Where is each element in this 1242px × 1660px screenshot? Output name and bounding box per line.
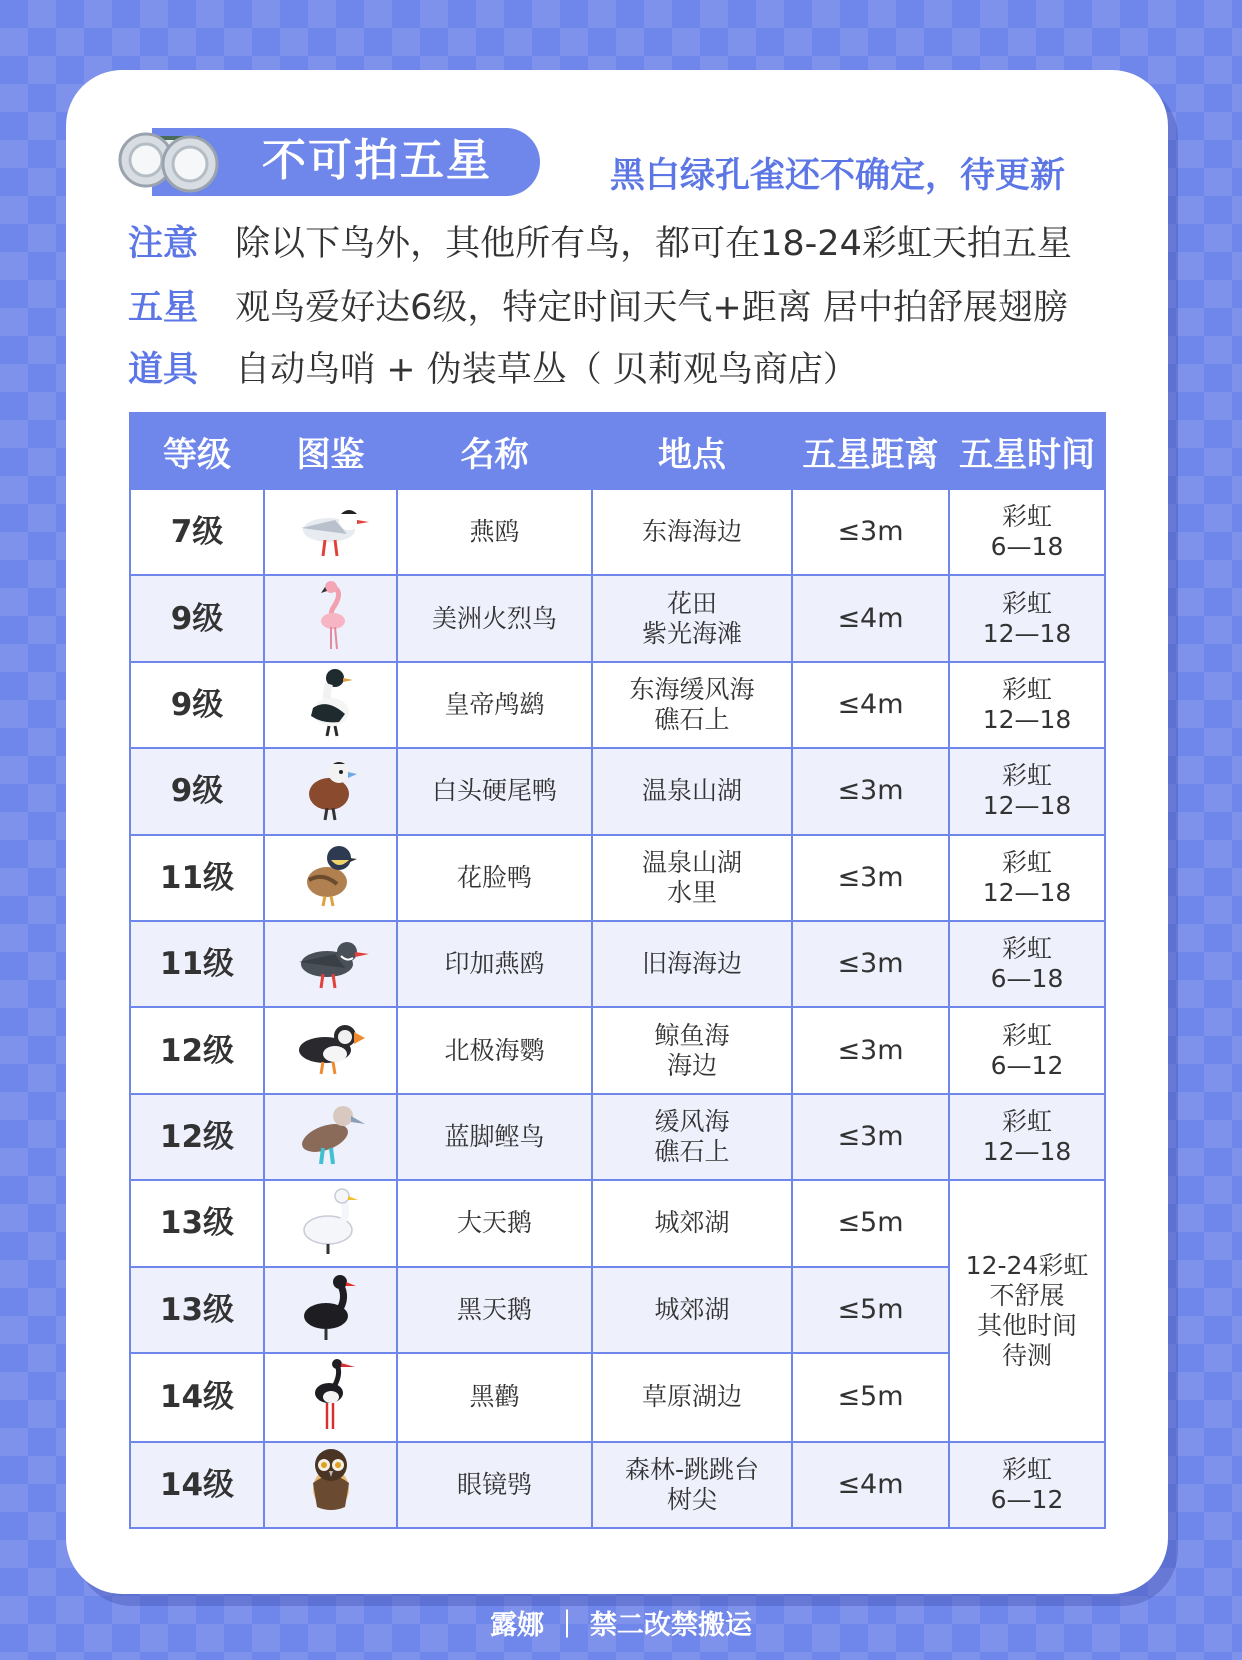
info-label: 道具 xyxy=(128,350,199,390)
location-cell: 旧海海边 xyxy=(592,921,792,1007)
binoculars-icon xyxy=(118,126,228,196)
footer-credit: 露娜 ｜ 禁二改禁搬运 xyxy=(490,1610,752,1641)
table-row xyxy=(130,921,1105,1007)
info-label: 五星 xyxy=(128,288,199,328)
time-cell: 彩虹 12—18 xyxy=(949,748,1105,834)
level-cell: 9级 xyxy=(130,748,264,834)
distance-cell: ≤3m xyxy=(792,1094,949,1180)
blue-footed-booby-icon xyxy=(291,1096,371,1172)
location-cell: 温泉山湖 xyxy=(592,748,792,834)
time-cell: 彩虹 12—18 xyxy=(949,1094,1105,1180)
level-cell: 11级 xyxy=(130,921,264,1007)
level-cell: 12级 xyxy=(130,1094,264,1180)
baikal-teal-icon xyxy=(299,836,363,912)
bird-name-cell: 皇帝鸬鹚 xyxy=(397,662,592,748)
table-row xyxy=(130,489,1105,575)
bird-name-cell: 白头硬尾鸭 xyxy=(397,748,592,834)
info-row-tools xyxy=(128,347,858,393)
bird-name-cell: 花脸鸭 xyxy=(397,835,592,921)
header-name: 名称 xyxy=(397,413,592,489)
time-cell: 彩虹 6—18 xyxy=(949,921,1105,1007)
table-row xyxy=(130,748,1105,834)
location-cell: 鲸鱼海 海边 xyxy=(592,1007,792,1093)
page-title: 不可拍五星 xyxy=(262,135,492,186)
location-cell: 草原湖边 xyxy=(592,1353,792,1441)
info-row-note xyxy=(128,221,1072,267)
table-row xyxy=(130,575,1105,661)
bird-image-cell xyxy=(264,1442,397,1529)
bird-name-cell: 黑鹳 xyxy=(397,1353,592,1441)
bird-image-cell xyxy=(264,1353,397,1441)
distance-cell: ≤4m xyxy=(792,575,949,661)
table-row xyxy=(130,1094,1105,1180)
header-level: 等级 xyxy=(130,413,264,489)
bird-name-cell: 燕鸥 xyxy=(397,489,592,575)
black-stork-icon xyxy=(301,1355,361,1433)
bird-image-cell xyxy=(264,662,397,748)
time-cell: 彩虹 12—18 xyxy=(949,835,1105,921)
level-cell: 13级 xyxy=(130,1180,264,1266)
distance-cell: ≤5m xyxy=(792,1267,949,1353)
header-distance: 五星距离 xyxy=(792,413,949,489)
bird-image-cell xyxy=(264,1007,397,1093)
info-text: 除以下鸟外，其他所有鸟，都可在18-24彩虹天拍五星 xyxy=(235,224,1072,264)
distance-cell: ≤3m xyxy=(792,489,949,575)
level-cell: 14级 xyxy=(130,1442,264,1529)
table-row xyxy=(130,835,1105,921)
spectacled-owl-icon xyxy=(299,1443,363,1519)
white-swan-icon xyxy=(296,1182,366,1258)
location-cell: 东海缓风海 礁石上 xyxy=(592,662,792,748)
bird-image-cell xyxy=(264,575,397,661)
distance-cell: ≤5m xyxy=(792,1180,949,1266)
time-cell: 彩虹 12—18 xyxy=(949,575,1105,661)
info-row-five-star xyxy=(128,285,1068,331)
bird-image-cell xyxy=(264,921,397,1007)
location-cell: 温泉山湖 水里 xyxy=(592,835,792,921)
header-location: 地点 xyxy=(592,413,792,489)
table-row xyxy=(130,1180,1105,1266)
time-cell: 彩虹 12—18 xyxy=(949,662,1105,748)
distance-cell: ≤4m xyxy=(792,1442,949,1529)
level-cell: 11级 xyxy=(130,835,264,921)
table-header-row xyxy=(130,413,1105,489)
bird-image-cell xyxy=(264,1094,397,1180)
level-cell: 14级 xyxy=(130,1353,264,1441)
distance-cell: ≤3m xyxy=(792,748,949,834)
info-label: 注意 xyxy=(128,224,199,264)
inca-tern-icon xyxy=(291,926,371,996)
bird-image-cell xyxy=(264,1267,397,1353)
table-row xyxy=(130,1007,1105,1093)
bird-image-cell xyxy=(264,748,397,834)
bird-name-cell: 蓝脚鲣鸟 xyxy=(397,1094,592,1180)
bird-image-cell xyxy=(264,489,397,575)
time-cell-merged: 12-24彩虹 不舒展 其他时间 待测 xyxy=(949,1180,1105,1441)
distance-cell: ≤3m xyxy=(792,1007,949,1093)
bird-name-cell: 黑天鹅 xyxy=(397,1267,592,1353)
cormorant-icon xyxy=(299,664,363,740)
table-row xyxy=(130,662,1105,748)
location-cell: 花田 紫光海滩 xyxy=(592,575,792,661)
white-headed-duck-icon xyxy=(299,750,363,826)
level-cell: 13级 xyxy=(130,1267,264,1353)
bird-name-cell: 美洲火烈鸟 xyxy=(397,575,592,661)
bird-name-cell: 印加燕鸥 xyxy=(397,921,592,1007)
update-note: 黑白绿孔雀还不确定，待更新 xyxy=(610,156,1066,196)
table-row xyxy=(130,1442,1105,1529)
time-cell: 彩虹 6—12 xyxy=(949,1007,1105,1093)
info-text: 自动鸟哨 + 伪装草丛（ 贝莉观鸟商店） xyxy=(235,350,858,390)
distance-cell: ≤3m xyxy=(792,835,949,921)
level-cell: 9级 xyxy=(130,662,264,748)
distance-cell: ≤4m xyxy=(792,662,949,748)
level-cell: 12级 xyxy=(130,1007,264,1093)
level-cell: 7级 xyxy=(130,489,264,575)
level-cell: 9级 xyxy=(130,575,264,661)
time-cell: 彩虹 6—12 xyxy=(949,1442,1105,1529)
location-cell: 城郊湖 xyxy=(592,1180,792,1266)
header-time: 五星时间 xyxy=(949,413,1105,489)
distance-cell: ≤5m xyxy=(792,1353,949,1441)
bird-table xyxy=(129,412,1106,1529)
info-text: 观鸟爱好达6级，特定时间天气+距离 居中拍舒展翅膀 xyxy=(235,288,1068,328)
bird-name-cell: 北极海鹦 xyxy=(397,1007,592,1093)
location-cell: 东海海边 xyxy=(592,489,792,575)
location-cell: 城郊湖 xyxy=(592,1267,792,1353)
location-cell: 缓风海 礁石上 xyxy=(592,1094,792,1180)
bird-image-cell xyxy=(264,1180,397,1266)
time-cell: 彩虹 6—18 xyxy=(949,489,1105,575)
puffin-icon xyxy=(291,1012,371,1082)
header-icon: 图鉴 xyxy=(264,413,397,489)
tern-icon xyxy=(291,494,371,564)
bird-image-cell xyxy=(264,835,397,921)
black-swan-icon xyxy=(296,1268,366,1344)
flamingo-icon xyxy=(301,577,361,653)
distance-cell: ≤3m xyxy=(792,921,949,1007)
bird-name-cell: 眼镜鸮 xyxy=(397,1442,592,1529)
bird-name-cell: 大天鹅 xyxy=(397,1180,592,1266)
location-cell: 森林-跳跳台 树尖 xyxy=(592,1442,792,1529)
